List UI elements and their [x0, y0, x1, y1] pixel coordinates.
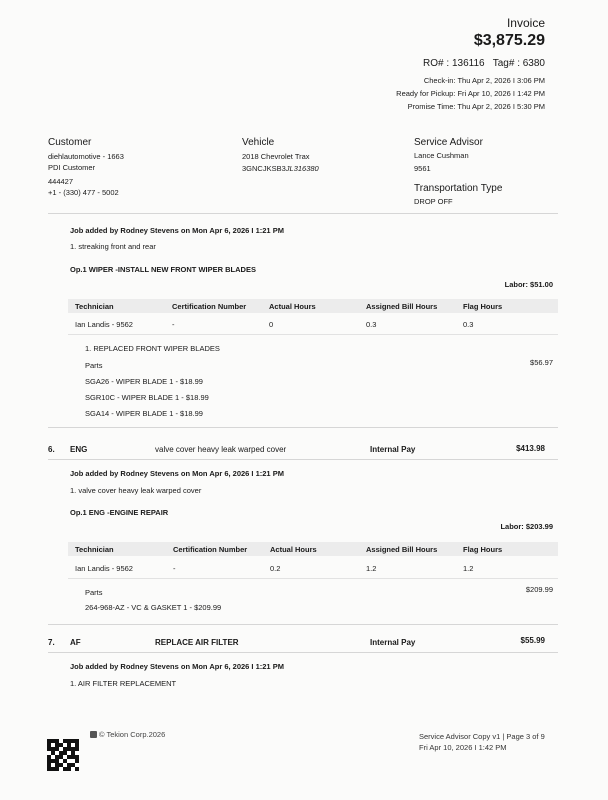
col-actual-hours: Actual Hours [270, 545, 317, 554]
job-divider [48, 427, 558, 428]
tekion-logo-icon [90, 731, 97, 738]
customer-phone: +1 - (330) 477 - 5002 [48, 188, 119, 197]
job-number: 7. [48, 638, 55, 647]
part-line: 264-968-AZ - VC & GASKET 1 - $209.99 [85, 603, 222, 612]
job-added-note: Job added by Rodney Stevens on Mon Apr 6, 2026 I 1:21 PM [70, 662, 284, 671]
transport-heading: Transportation Type [414, 183, 503, 194]
document-title: Invoice [506, 16, 545, 30]
part-line: SGR10C - WIPER BLADE 1 - $18.99 [85, 393, 209, 402]
col-certification: Certification Number [172, 302, 247, 311]
job-added-note: Job added by Rodney Stevens on Mon Apr 6, 2026 I 1:21 PM [70, 469, 284, 478]
transport-type: DROP OFF [414, 197, 453, 206]
vehicle-vin [242, 164, 319, 173]
job-pay-type: Internal Pay [370, 638, 416, 647]
advisor-name: Lance Cushman [414, 151, 469, 160]
job-header-divider [48, 459, 558, 460]
part-line: SGA26 - WIPER BLADE 1 - $18.99 [85, 377, 203, 386]
labor-amount: Labor: $51.00 [504, 280, 553, 289]
customer-heading: Customer [48, 137, 92, 148]
job-pay-type: Internal Pay [370, 445, 416, 454]
job-added-note: Job added by Rodney Stevens on Mon Apr 6, 2026 I 1:21 PM [70, 226, 284, 235]
job-description: REPLACE AIR FILTER [155, 638, 239, 647]
tech-flag: 1.2 [463, 564, 474, 573]
tech-row-divider [68, 578, 558, 579]
parts-total: $56.97 [530, 358, 553, 367]
ready-time: Ready for Pickup: Fri Apr 10, 2026 I 1:42 PM [396, 89, 545, 98]
tech-cert: - [173, 564, 176, 573]
vehicle-heading: Vehicle [242, 137, 275, 148]
job-operation: Op.1 ENG -ENGINE REPAIR [70, 508, 169, 517]
ro-tag: RO# : 136116 Tag# : 6380 [423, 58, 545, 69]
parts-total: $209.99 [525, 585, 553, 594]
col-certification: Certification Number [173, 545, 248, 554]
job-amount: $413.98 [516, 444, 545, 453]
vin-prefix: 3GNCJKSB3 [242, 164, 286, 173]
customer-id: 444427 [48, 177, 74, 186]
vehicle-model: 2018 Chevrolet Trax [242, 152, 310, 161]
col-technician: Technician [75, 302, 114, 311]
col-flag-hours: Flag Hours [463, 545, 503, 554]
job-divider [48, 624, 558, 625]
col-technician: Technician [75, 545, 114, 554]
tech-assigned: 0.3 [366, 320, 377, 329]
col-actual-hours: Actual Hours [269, 302, 316, 311]
parts-heading: Parts [85, 588, 103, 597]
tech-assigned: 1.2 [366, 564, 377, 573]
job-operation: Op.1 WIPER -INSTALL NEW FRONT WIPER BLADES [70, 265, 256, 274]
tech-flag: 0.3 [463, 320, 474, 329]
advisor-number: 9561 [414, 164, 431, 173]
job-code: AF [70, 638, 81, 647]
job-description: valve cover heavy leak warped cover [155, 445, 287, 454]
header-divider [48, 213, 558, 214]
job-complaint: 1. streaking front and rear [70, 242, 156, 251]
col-assigned-hours: Assigned Bill Hours [366, 545, 438, 554]
qr-code [47, 739, 79, 771]
footer-printed-time: Fri Apr 10, 2026 I 1:42 PM [419, 743, 507, 752]
labor-amount: Labor: $203.99 [500, 522, 553, 531]
vin-suffix: JL316380 [285, 164, 319, 173]
job-complaint: 1. valve cover heavy leak warped cover [70, 486, 202, 495]
tech-row-divider [68, 334, 558, 335]
tech-name: Ian Landis - 9562 [75, 320, 133, 329]
tech-cert: - [172, 320, 175, 329]
customer-type: PDI Customer [48, 163, 96, 172]
col-flag-hours: Flag Hours [463, 302, 503, 311]
job-correction: 1. REPLACED FRONT WIPER BLADES [85, 344, 220, 353]
part-line: SGA14 - WIPER BLADE 1 - $18.99 [85, 409, 203, 418]
job-header-divider [48, 652, 558, 653]
tech-name: Ian Landis - 9562 [75, 564, 133, 573]
job-complaint: 1. AIR FILTER REPLACEMENT [70, 679, 177, 688]
job-number: 6. [48, 445, 55, 454]
advisor-heading: Service Advisor [414, 137, 483, 148]
checkin-time: Check-in: Thu Apr 2, 2026 I 3:06 PM [423, 76, 545, 85]
footer-copy-info: Service Advisor Copy v1 | Page 3 of 9 [419, 732, 545, 741]
invoice-total: $3,875.29 [473, 32, 545, 49]
tech-actual: 0 [269, 320, 274, 329]
job-code: ENG [70, 445, 88, 454]
parts-heading: Parts [85, 361, 103, 370]
job-amount: $55.99 [520, 636, 545, 645]
col-assigned-hours: Assigned Bill Hours [366, 302, 438, 311]
footer-brand: © Tekion Corp.2026 [99, 730, 166, 739]
customer-name: diehlautomotive - 1663 [48, 152, 124, 161]
promise-time: Promise Time: Thu Apr 2, 2026 I 5:30 PM [407, 102, 545, 111]
tech-actual: 0.2 [270, 564, 281, 573]
